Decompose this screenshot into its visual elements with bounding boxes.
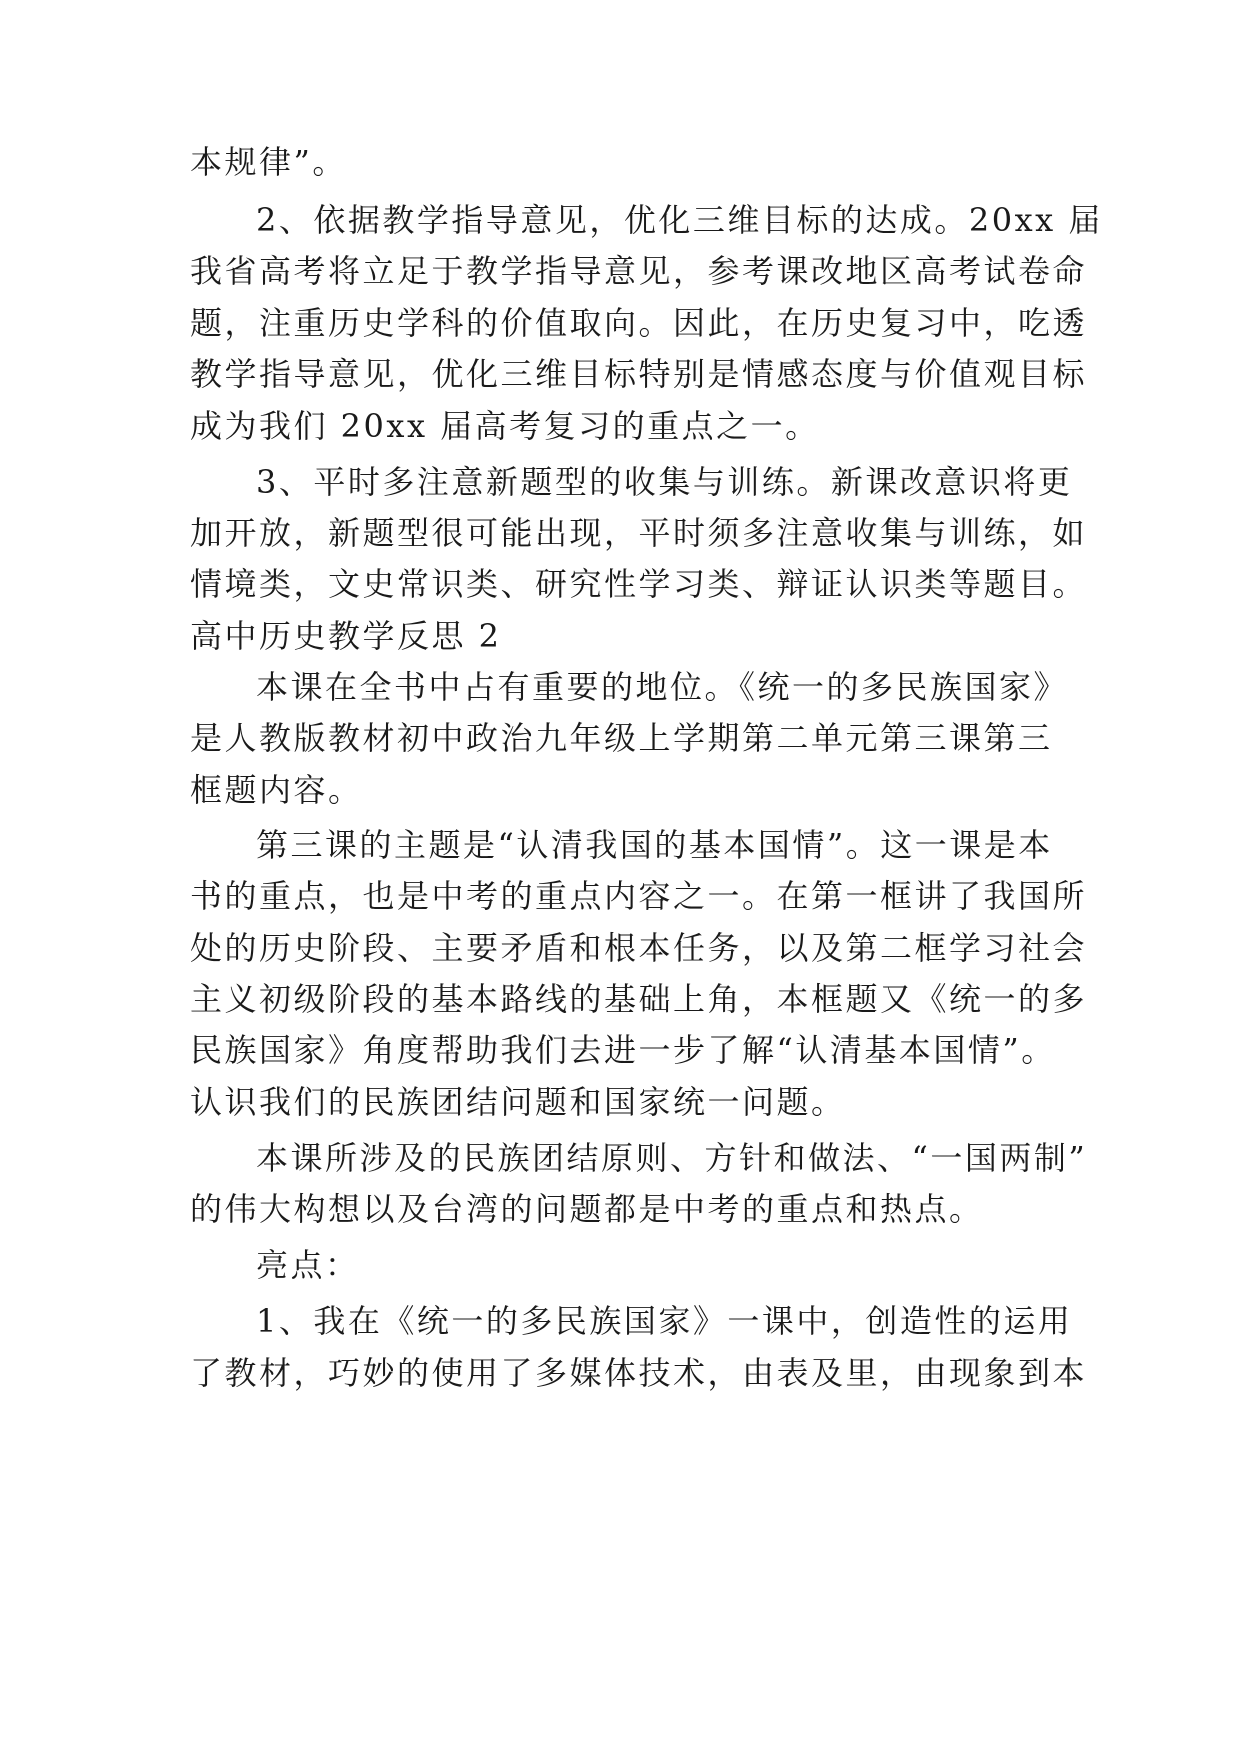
text-line: 我省高考将立足于教学指导意见，参考课改地区高考试卷命: [190, 252, 1088, 290]
text-line: 书的重点，也是中考的重点内容之一。在第一框讲了我国所: [190, 877, 1088, 915]
text-line: 认识我们的民族团结问题和国家统一问题。: [190, 1083, 846, 1121]
text-line: 2、依据教学指导意见，优化三维目标的达成。20xx 届: [256, 201, 1103, 239]
text-line: 亮点：: [256, 1246, 360, 1284]
text-line: 本课在全书中占有重要的地位。《统一的多民族国家》: [256, 668, 1069, 706]
text-line: 框题内容。: [190, 771, 363, 809]
text-line: 教学指导意见，优化三维目标特别是情感态度与价值观目标: [190, 355, 1088, 393]
text-line: 了教材，巧妙的使用了多媒体技术，由表及里，由现象到本: [190, 1354, 1088, 1392]
text-line: 是人教版教材初中政治九年级上学期第二单元第三课第三: [190, 719, 1053, 757]
text-line: 1、我在《统一的多民族国家》一课中，创造性的运用: [256, 1302, 1073, 1340]
text-line: 第三课的主题是“认清我国的基本国情”。这一课是本: [256, 826, 1053, 864]
text-line: 成为我们 20xx 届高考复习的重点之一。: [190, 407, 820, 445]
text-line: 题，注重历史学科的价值取向。因此，在历史复习中，吃透: [190, 304, 1088, 342]
text-line: 本规律”。: [190, 143, 347, 181]
text-line: 3、平时多注意新题型的收集与训练。新课改意识将更: [256, 463, 1073, 501]
text-line: 本课所涉及的民族团结原则、方针和做法、“一国两制”: [256, 1139, 1088, 1177]
text-line: 民族国家》角度帮助我们去进一步了解“认清基本国情”。: [190, 1031, 1056, 1069]
text-line: 主义初级阶段的基本路线的基础上角，本框题又《统一的多: [190, 980, 1088, 1018]
section-heading: 高中历史教学反思 2: [190, 617, 502, 655]
text-line: 处的历史阶段、主要矛盾和根本任务，以及第二框学习社会: [190, 929, 1088, 967]
text-line: 情境类，文史常识类、研究性学习类、辩证认识类等题目。: [190, 565, 1088, 603]
text-line: 的伟大构想以及台湾的问题都是中考的重点和热点。: [190, 1190, 984, 1228]
text-line: 加开放，新题型很可能出现，平时须多注意收集与训练，如: [190, 514, 1088, 552]
